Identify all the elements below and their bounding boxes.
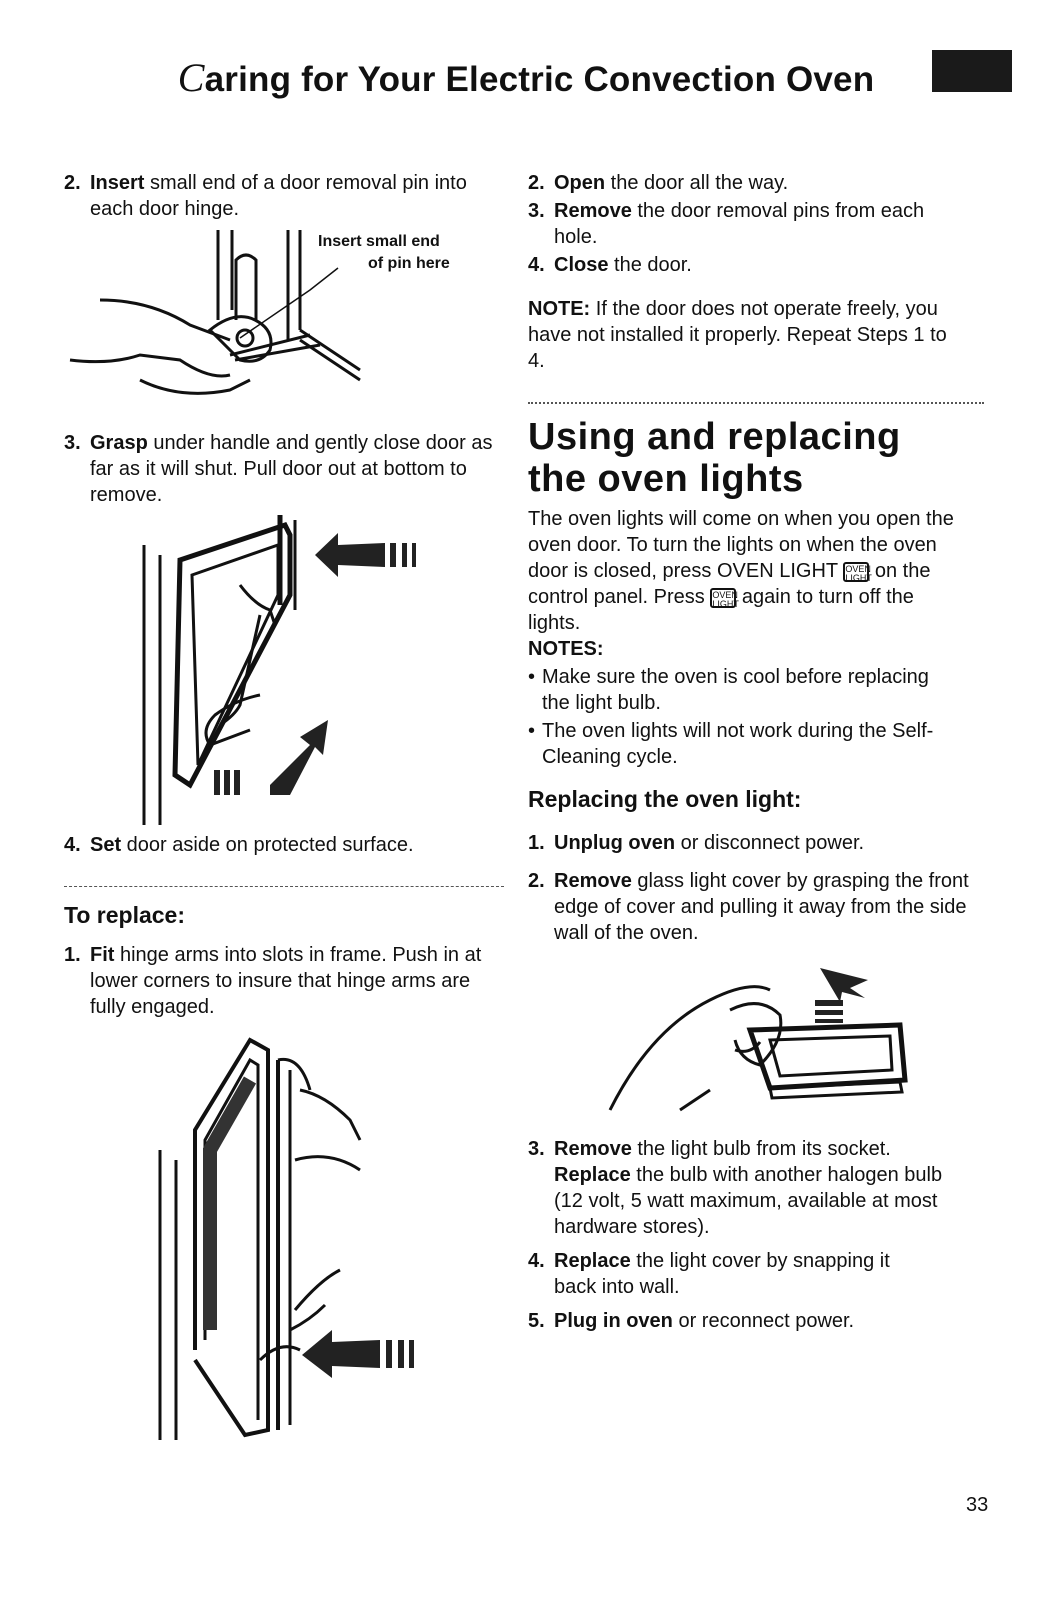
note-bullet-1: • Make sure the oven is cool before replacing the light bulb.: [528, 666, 929, 714]
right-step-remove-pins: 3. Remove the door removal pins from each hole.: [528, 200, 925, 248]
section-heading: Using and replacing the oven lights: [528, 416, 901, 500]
intro-paragraph: The oven lights will come on when you open the oven door. To turn the lights on when the oven door is closed, press OVEN LIGHT OVEN LIGHT on the control panel. Press OVEN LIGHT again to turn off the lights.: [528, 508, 954, 634]
note-bullet-2: • The oven lights will not work during the Self-Cleaning cycle.: [528, 720, 934, 768]
replace-step-fit: 1. Fit hinge arms into slots in frame. Push in at lower corners to insure that hinge arms are fully engaged.: [64, 944, 482, 1018]
door-removal-illustration: [140, 515, 450, 825]
right-divider: [528, 402, 984, 404]
page-number: 33: [966, 1494, 989, 1516]
note-label: NOTE:: [528, 298, 591, 320]
right-step-close: 4. Close the door.: [528, 254, 692, 276]
left-step-insert: 2. Insert small end of a door removal pin into each door hinge.: [64, 172, 467, 220]
light-step-plug-in: 5. Plug in oven or reconnect power.: [528, 1310, 855, 1332]
left-step-set: 4. Set door aside on protected surface.: [64, 834, 414, 856]
corner-decoration-icon: [932, 50, 1012, 92]
notes-label: NOTES:: [528, 638, 604, 660]
light-step-remove-cover: 2. Remove glass light cover by grasping the front edge of cover and pulling it away from the side wall of the oven.: [528, 870, 969, 944]
left-step-grasp: 3. Grasp under handle and gently close door as far as it will shut. Pull door out at bottom to remove.: [64, 432, 493, 506]
left-divider: [64, 886, 504, 887]
replacing-heading: Replacing the oven light:: [528, 786, 802, 812]
light-step-unplug: 1. Unplug oven or disconnect power.: [528, 832, 865, 854]
oven-light-key-icon: OVEN LIGHT: [845, 563, 872, 583]
light-step-remove-bulb: 3. Remove the light bulb from its socket. Replace the bulb with another halogen bulb (12 volt, 5 watt maximum, available at most hardware stores).: [528, 1138, 943, 1238]
to-replace-heading: To replace:: [64, 902, 185, 928]
note-paragraph: NOTE: If the door does not operate freely, you have not installed it properly. Repeat Steps 1 to 4.: [528, 298, 947, 372]
hinge-callout: Insert small end of pin here: [318, 233, 450, 272]
right-step-open: 2. Open the door all the way.: [528, 172, 789, 194]
oven-light-key-icon-2: OVEN LIGHT: [712, 589, 739, 609]
title-initial: C: [177, 55, 205, 100]
title-rest: aring for Your Electric Convection Oven: [204, 60, 875, 99]
door-replace-illustration: [150, 1030, 450, 1440]
hinge-pin-illustration: [60, 230, 390, 410]
light-step-replace-cover: 4. Replace the light cover by snapping it back into wall.: [528, 1250, 890, 1298]
page-title: [0, 54, 1052, 101]
light-cover-illustration: [610, 970, 930, 1130]
